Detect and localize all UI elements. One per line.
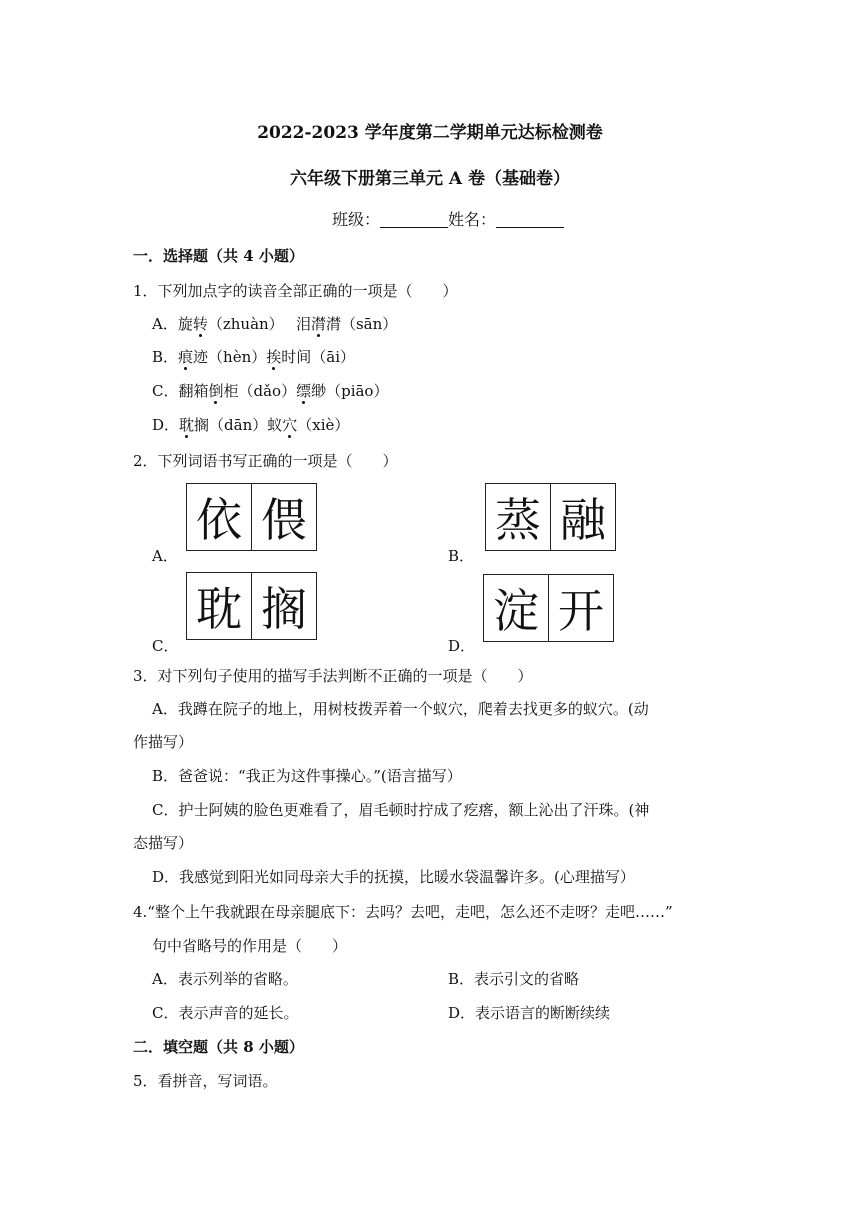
word-card-char: 偎	[251, 484, 316, 550]
option-d-word-card	[483, 574, 614, 642]
section-heading-choice: 一．选择题（共 4 小题）	[133, 247, 304, 265]
question-3-stem: 3．对下列句子使用的描写手法判断不正确的一项是（ ）	[133, 667, 533, 685]
question-2-option-d-label: D．	[448, 637, 476, 655]
question-4-option-d: D．表示语言的断断续续	[448, 1004, 611, 1022]
question-2-option-a-label: A．	[152, 547, 178, 565]
name-label: 姓名：	[448, 210, 497, 229]
question-2-option-c-label: C．	[152, 637, 179, 655]
question-1-option-a: A．旋转（zhuàn） 泪潸潸（sān）	[152, 315, 398, 333]
word-card-char: 依	[196, 493, 242, 547]
question-1-option-d: D．耽搁（dān）蚁穴（xiè）	[152, 416, 350, 434]
word-card-char: 蒸	[495, 493, 541, 547]
question-3-option-a-cont: 作描写）	[133, 733, 194, 751]
question-3-option-c-cont: 态描写）	[133, 834, 194, 852]
question-3-option-c: C．护士阿姨的脸色更难看了，眉毛顿时拧成了疙瘩，额上沁出了汗珠。(神	[152, 801, 650, 819]
word-card-char: 耽	[196, 582, 242, 636]
question-2-stem: 2．下列词语书写正确的一项是（ ）	[133, 452, 398, 470]
question-1-option-c: C．翻箱倒柜（dǎo）缥缈（piāo）	[152, 382, 389, 400]
option-b-word-card	[485, 483, 616, 551]
student-info	[332, 207, 564, 230]
question-1-option-b: B．痕迹（hèn）挨时间（āi）	[152, 348, 356, 366]
question-3-option-b: B．爸爸说：“我正为这件事操心。”(语言描写）	[152, 767, 462, 785]
question-1-stem: 1．下列加点字的读音全部正确的一项是（ ）	[133, 282, 458, 300]
section-heading-fill: 二．填空题（共 8 小题）	[133, 1038, 304, 1056]
question-3-option-d: D．我感觉到阳光如同母亲大手的抚摸，比暖水袋温馨许多。(心理描写）	[152, 868, 635, 886]
question-4-option-c: C．表示声音的延长。	[152, 1004, 299, 1022]
class-blank	[380, 211, 448, 228]
question-4-stem: 4.“整个上午我就跟在母亲腿底下：去吗？去吧，走吧，怎么还不走呀？走吧……”	[133, 903, 673, 921]
question-4-stem-cont: 句中省略号的作用是（ ）	[152, 937, 348, 955]
option-a-word-card	[186, 483, 317, 551]
class-label: 班级：	[332, 210, 381, 229]
word-card-char: 淀	[493, 584, 539, 638]
exam-title: 2022-2023 学年度第二学期单元达标检测卷	[257, 123, 603, 143]
word-card-char: 融	[550, 484, 615, 550]
option-c-word-card	[186, 572, 317, 640]
name-blank	[496, 211, 564, 228]
question-4-option-a: A．表示列举的省略。	[152, 970, 298, 988]
word-card-char: 开	[548, 575, 613, 641]
question-5-stem: 5．看拼音，写词语。	[133, 1072, 278, 1090]
exam-subtitle: 六年级下册第三单元 A 卷（基础卷）	[289, 169, 571, 189]
question-4-option-b: B．表示引文的省略	[448, 970, 580, 988]
question-3-option-a: A．我蹲在院子的地上，用树枝拨弄着一个蚁穴，爬着去找更多的蚁穴。(动	[152, 700, 649, 718]
word-card-char: 搁	[251, 573, 316, 639]
question-2-option-b-label: B．	[448, 547, 475, 565]
